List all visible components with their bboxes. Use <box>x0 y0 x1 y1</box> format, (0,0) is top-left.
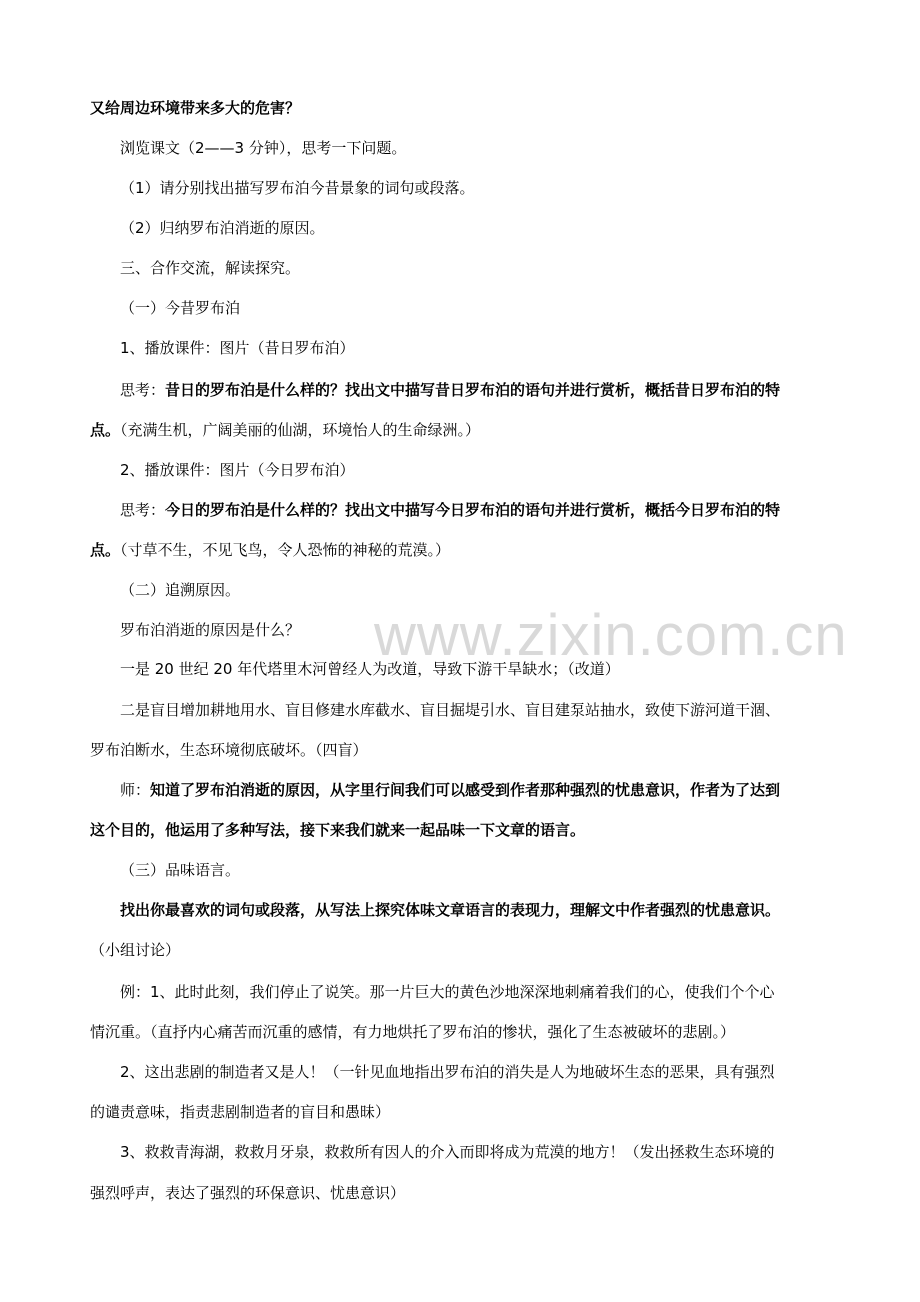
text-line: 1、播放课件：图片（昔日罗布泊） <box>120 339 355 357</box>
label-think: 思考： <box>120 381 166 399</box>
text-line: 例：1、此时此刻，我们停止了说笑。那一片巨大的黄色沙地深深地刺痛着我们的心，使我们个个心 <box>120 983 775 1001</box>
text-line <box>120 500 780 520</box>
text-line: 2、播放课件：图片（今日罗布泊） <box>120 461 355 479</box>
text-line: 2、这出悲剧的制造者又是人！（一针见血地指出罗布泊的消失是人为地破坏生态的恶果，具有强烈 <box>120 1063 775 1081</box>
answer-text: （充满生机，广阔美丽的仙湖，环境怡人的生命绿洲。） <box>120 421 481 439</box>
text-line: 二是盲目增加耕地用水、盲目修建水库截水、盲目掘堤引水、盲目建泵站抽水，致使下游河道干涸、 <box>120 701 781 719</box>
answer-text: （寸草不生，不见飞鸟，令人恐怖的神秘的荒漠。） <box>120 541 451 559</box>
text-line: 找出你最喜欢的词句或段落，从写法上探究体味文章语言的表现力，理解文中作者强烈的忧患意识。 <box>120 901 781 919</box>
text-line: 情沉重。（直抒内心痛苦而沉重的感情，有力地烘托了罗布泊的惨状，强化了生态被破坏的悲剧。） <box>90 1023 736 1041</box>
question-text: 点。 <box>90 421 121 439</box>
subsection-heading: （一）今昔罗布泊 <box>120 299 241 317</box>
text-line: 罗布泊断水，生态环境彻底破坏。（四盲） <box>90 741 368 759</box>
text-line: （1）请分别找出描写罗布泊今昔景象的词句或段落。 <box>120 179 475 197</box>
text-line: 又给周边环境带来多大的危害？ <box>90 99 301 117</box>
text-line: 的谴责意味，指责悲剧制造者的盲目和愚昧） <box>90 1103 391 1121</box>
subsection-heading: （三）品味语言。 <box>120 861 241 879</box>
text-line: 这个目的，他运用了多种写法，接下来我们就来一起品味一下文章的语言。 <box>90 821 586 839</box>
section-heading: 三、合作交流，解读探究。 <box>120 259 301 277</box>
watermark: www.zixin.com.cn <box>374 603 848 668</box>
text-line: 一是 20 世纪 20 年代塔里木河曾经人为改道，导致下游干旱缺水；（改道） <box>120 660 620 678</box>
question-text: 点。 <box>90 541 121 559</box>
text-line: 罗布泊消逝的原因是什么？ <box>120 621 301 639</box>
subsection-heading: （二）追溯原因。 <box>120 581 241 599</box>
text-line <box>120 380 832 400</box>
text-line: 浏览课文（2——3 分钟），思考一下问题。 <box>120 139 407 157</box>
text-line: 3、救救青海湖，救救月牙泉，救救所有因人的介入而即将成为荒漠的地方！（发出拯救生态环境的 <box>120 1143 775 1161</box>
text-line <box>120 780 780 800</box>
teacher-text: 知道了罗布泊消逝的原因，从字里行间我们可以感受到作者那种强烈的忧患意识，作者为了达到 <box>150 781 781 799</box>
text-line <box>90 540 450 560</box>
text-line: （小组讨论） <box>90 941 181 959</box>
question-text: 今日的罗布泊是什么样的？找出文中描写今日罗布泊的语句并进行赏析，概括今日罗布泊的特 <box>165 501 781 519</box>
label-teacher: 师： <box>120 781 151 799</box>
text-line: （2）归纳罗布泊消逝的原因。 <box>120 219 325 237</box>
label-think: 思考： <box>120 501 166 519</box>
text-line: 强烈呼声，表达了强烈的环保意识、忧患意识） <box>90 1184 406 1202</box>
text-line <box>90 420 480 440</box>
question-text: 昔日的罗布泊是什么样的？找出文中描写昔日罗布泊的语句并进行赏析，概括昔日罗布泊的特 <box>165 381 781 399</box>
